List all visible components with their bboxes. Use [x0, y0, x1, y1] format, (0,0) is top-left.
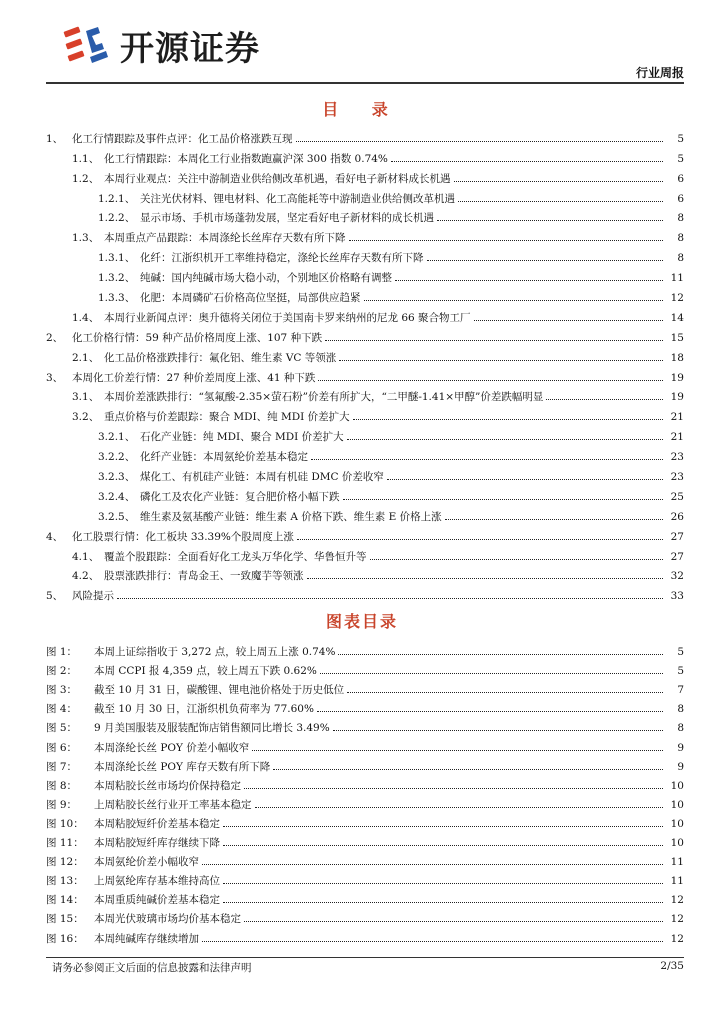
entry-label: 维生素及氨基酸产业链：维生素 A 价格下跌、维生素 E 价格上涨 [140, 510, 442, 523]
entry-page-number: 25 [670, 490, 684, 503]
entry-page-number: 9 [677, 741, 684, 754]
toc-entry[interactable] [46, 524, 684, 544]
dot-leader [474, 320, 663, 321]
toc-entry[interactable] [46, 484, 684, 504]
figure-entry[interactable] [46, 888, 684, 907]
entry-label: 股票涨跌排行：青岛金王、一致魔芋等领涨 [104, 570, 304, 583]
figure-entry[interactable] [46, 755, 684, 774]
entry-page-number: 19 [670, 371, 684, 384]
entry-page-number: 9 [677, 760, 684, 773]
brand-logo [62, 22, 260, 68]
dot-leader [347, 439, 663, 440]
dot-leader [307, 578, 664, 579]
entry-page-number: 21 [670, 431, 684, 444]
entry-number: 3.2.5、 [98, 510, 136, 523]
entry-number: 图 3： [46, 684, 78, 697]
toc-entry[interactable] [46, 404, 684, 424]
figure-entry[interactable] [46, 869, 684, 888]
entry-label: 截至 10 月 30 日，江浙织机负荷率为 77.60% [94, 703, 314, 716]
entry-page-number: 8 [677, 722, 684, 735]
figure-entry[interactable] [46, 850, 684, 869]
entry-page-number: 5 [677, 646, 684, 659]
dot-leader [244, 921, 663, 922]
entry-label: 本周粘胶短纤库存继续下降 [94, 837, 220, 850]
figure-entry[interactable] [46, 774, 684, 793]
toc-entry[interactable] [46, 365, 684, 385]
figure-entry[interactable] [46, 659, 684, 678]
entry-number: 图 9： [46, 798, 78, 811]
figure-entry[interactable] [46, 831, 684, 850]
entry-number: 图 2： [46, 665, 78, 678]
entry-number: 3.2.2、 [98, 451, 136, 464]
entry-page-number: 8 [677, 252, 684, 265]
toc-entry[interactable] [46, 206, 684, 226]
toc-entry[interactable] [46, 126, 684, 146]
entry-page-number: 12 [670, 894, 684, 907]
toc-entry[interactable] [46, 225, 684, 245]
dot-leader [325, 340, 663, 341]
entry-number: 1.4、 [72, 311, 100, 324]
entry-number: 4、 [46, 530, 64, 543]
dot-leader [338, 654, 663, 655]
dot-leader [349, 240, 664, 241]
entry-label: 截至 10 月 31 日，碳酸锂、锂电池价格处于历史低位 [94, 684, 345, 697]
entry-label: 本周涤纶长丝 POY 价差小幅收窄 [94, 741, 250, 754]
entry-page-number: 15 [670, 331, 684, 344]
figure-entry[interactable] [46, 907, 684, 926]
entry-page-number: 12 [670, 932, 684, 945]
entry-number: 4.2、 [72, 570, 100, 583]
dot-leader [255, 807, 664, 808]
figure-list [46, 640, 684, 946]
dot-leader [252, 750, 663, 751]
page-number: 2/35 [660, 960, 684, 972]
entry-number: 图 14： [46, 894, 84, 907]
entry-page-number: 6 [677, 172, 684, 185]
entry-number: 1.3.1、 [98, 252, 136, 265]
entry-label: 本周光伏玻璃市场均价基本稳定 [94, 913, 241, 926]
entry-label: 化工品价格涨跌排行：氟化铝、维生素 VC 等领涨 [104, 351, 337, 364]
dot-leader [296, 141, 664, 142]
entry-label: 重点价格与价差跟踪：聚合 MDI、纯 MDI 价差扩大 [104, 411, 350, 424]
dot-leader [333, 730, 663, 731]
entry-number: 图 8： [46, 779, 78, 792]
toc-entry[interactable] [46, 146, 684, 166]
entry-label: 9 月美国服装及服装配饰店销售额同比增长 3.49% [94, 722, 330, 735]
dot-leader [223, 826, 663, 827]
dot-leader [297, 539, 663, 540]
entry-label: 本周 CCPI 报 4,359 点，较上周五下跌 0.62% [94, 665, 317, 678]
toc-entry[interactable] [46, 544, 684, 564]
entry-label: 磷化工及农化产业链：复合肥价格小幅下跌 [140, 490, 340, 503]
entry-page-number: 26 [670, 510, 684, 523]
figure-entry[interactable] [46, 716, 684, 735]
entry-page-number: 19 [670, 391, 684, 404]
dot-leader [391, 161, 663, 162]
entry-page-number: 10 [670, 798, 684, 811]
entry-page-number: 10 [670, 817, 684, 830]
dot-leader [343, 499, 664, 500]
entry-number: 3.2.4、 [98, 490, 136, 503]
entry-number: 图 12： [46, 856, 84, 869]
entry-label: 本周行业观点：关注中游制造业供给侧改革机遇，看好电子新材料成长机遇 [104, 172, 451, 185]
dot-leader [387, 479, 663, 480]
toc-title: 目 录 [322, 100, 402, 119]
footer-divider [46, 957, 684, 958]
dot-leader [202, 941, 663, 942]
toc-entry[interactable] [46, 583, 684, 603]
entry-number: 图 7： [46, 760, 78, 773]
dot-leader [458, 201, 663, 202]
entry-number: 1、 [46, 132, 64, 145]
entry-label: 化纤：江浙织机开工率维持稳定，涤纶长丝库存天数有所下降 [140, 252, 424, 265]
dot-leader [117, 598, 663, 599]
entry-label: 上周氨纶库存基本维持高位 [94, 875, 220, 888]
entry-label: 上周粘胶长丝行业开工率基本稳定 [94, 798, 252, 811]
entry-number: 1.3、 [72, 232, 100, 245]
dot-leader [364, 300, 664, 301]
figure-entry[interactable] [46, 793, 684, 812]
entry-page-number: 11 [670, 856, 684, 869]
entry-page-number: 12 [670, 913, 684, 926]
dot-leader [223, 902, 663, 903]
figure-entry[interactable] [46, 678, 684, 697]
dot-leader [223, 883, 663, 884]
entry-number: 3.1、 [72, 391, 100, 404]
entry-number: 图 4： [46, 703, 78, 716]
entry-label: 化工行情跟踪：本周化工行业指数跑赢沪深 300 指数 0.74% [104, 152, 388, 165]
entry-number: 图 11： [46, 837, 84, 850]
entry-label: 本周重质纯碱价差基本稳定 [94, 894, 220, 907]
header-divider [46, 82, 684, 84]
entry-page-number: 23 [670, 471, 684, 484]
entry-page-number: 14 [670, 311, 684, 324]
entry-number: 图 13： [46, 875, 84, 888]
figure-entry[interactable] [46, 926, 684, 945]
toc-entry[interactable] [46, 285, 684, 305]
dot-leader [273, 769, 663, 770]
entry-number: 4.1、 [72, 550, 100, 563]
entry-page-number: 27 [670, 550, 684, 563]
entry-label: 纯碱：国内纯碱市场大稳小动，个别地区价格略有调整 [140, 272, 392, 285]
figure-entry[interactable] [46, 640, 684, 659]
toc-list [46, 126, 684, 603]
entry-label: 化工价格行情：59 种产品价格周度上涨、107 种下跌 [72, 331, 323, 344]
entry-number: 图 15： [46, 913, 84, 926]
entry-label: 石化产业链：纯 MDI、聚合 MDI 价差扩大 [140, 431, 344, 444]
entry-number: 3.2、 [72, 411, 100, 424]
toc-entry[interactable] [46, 265, 684, 285]
dot-leader [395, 280, 663, 281]
dot-leader [317, 711, 663, 712]
entry-label: 风险提示 [72, 590, 114, 603]
dot-leader [546, 399, 663, 400]
entry-label: 覆盖个股跟踪：全面看好化工龙头万华化学、华鲁恒升等 [104, 550, 367, 563]
entry-label: 本周重点产品跟踪：本周涤纶长丝库存天数有所下降 [104, 232, 346, 245]
entry-label: 本周涤纶长丝 POY 库存天数有所下降 [94, 760, 271, 773]
entry-label: 化纤产业链：本周氨纶价差基本稳定 [140, 451, 308, 464]
dot-leader [202, 864, 663, 865]
dot-leader [320, 673, 663, 674]
entry-page-number: 11 [670, 272, 684, 285]
dot-leader [353, 419, 663, 420]
toc-entry[interactable] [46, 464, 684, 484]
entry-label: 本周氨纶价差小幅收窄 [94, 856, 199, 869]
entry-page-number: 5 [677, 152, 684, 165]
dot-leader [445, 519, 663, 520]
entry-label: 煤化工、有机硅产业链：本周有机硅 DMC 价差收窄 [140, 471, 384, 484]
toc-entry[interactable] [46, 325, 684, 345]
entry-label: 显示市场、手机市场蓬勃发展，坚定看好电子新材料的成长机遇 [140, 212, 434, 225]
entry-label: 化工股票行情：化工板块 33.39%个股周度上涨 [72, 530, 294, 543]
entry-label: 本周化工价差行情：27 种价差周度上涨、41 种下跌 [72, 371, 316, 384]
toc-entry[interactable] [46, 424, 684, 444]
entry-page-number: 12 [670, 292, 684, 305]
toc-entry[interactable] [46, 245, 684, 265]
entry-number: 图 16： [46, 932, 84, 945]
toc-entry[interactable] [46, 385, 684, 405]
entry-page-number: 18 [670, 351, 684, 364]
logo-mark-icon [62, 23, 114, 67]
entry-page-number: 8 [677, 703, 684, 716]
entry-label: 化工行情跟踪及事件点评：化工品价格涨跌互现 [72, 132, 293, 145]
entry-number: 3.2.3、 [98, 471, 136, 484]
dot-leader [370, 559, 664, 560]
entry-number: 图 6： [46, 741, 78, 754]
footer-disclaimer: 请务必参阅正文后面的信息披露和法律声明 [52, 962, 252, 974]
entry-page-number: 6 [677, 192, 684, 205]
entry-page-number: 5 [677, 665, 684, 678]
entry-label: 关注光伏材料、锂电材料、化工高能耗等中游制造业供给侧改革机遇 [140, 192, 455, 205]
entry-number: 2、 [46, 331, 64, 344]
entry-label: 本周价差涨跌排行：“氢氟酸-2.35×萤石粉”价差有所扩大，“二甲醚-1.41×甲醇”价差跌幅明显 [104, 391, 544, 404]
entry-page-number: 8 [677, 232, 684, 245]
dot-leader [454, 181, 664, 182]
entry-page-number: 10 [670, 779, 684, 792]
entry-number: 1.2、 [72, 172, 100, 185]
entry-page-number: 7 [677, 684, 684, 697]
figure-entry[interactable] [46, 735, 684, 754]
entry-page-number: 33 [670, 590, 684, 603]
toc-entry[interactable] [46, 444, 684, 464]
entry-label: 本周上证综指收于 3,272 点，较上周五上涨 0.74% [94, 646, 336, 659]
entry-number: 3、 [46, 371, 64, 384]
logo-text: 开源证券 [120, 28, 260, 69]
entry-number: 1.3.2、 [98, 272, 136, 285]
dot-leader [244, 788, 663, 789]
dot-leader [427, 260, 664, 261]
toc-entry[interactable] [46, 305, 684, 325]
entry-number: 1.3.3、 [98, 292, 136, 305]
entry-number: 3.2.1、 [98, 431, 136, 444]
dot-leader [437, 220, 663, 221]
toc-entry[interactable] [46, 564, 684, 584]
entry-label: 化肥：本周磷矿石价格高位坚挺，局部供应趋紧 [140, 292, 361, 305]
entry-number: 图 10： [46, 817, 84, 830]
toc-entry[interactable] [46, 345, 684, 365]
figure-list-title: 图表目录 [325, 612, 398, 631]
figure-entry[interactable] [46, 697, 684, 716]
dot-leader [339, 360, 663, 361]
dot-leader [223, 845, 663, 846]
entry-page-number: 10 [670, 837, 684, 850]
toc-entry[interactable] [46, 504, 684, 524]
entry-page-number: 11 [670, 875, 684, 888]
entry-page-number: 23 [670, 451, 684, 464]
toc-entry[interactable] [46, 186, 684, 206]
entry-page-number: 32 [670, 570, 684, 583]
entry-page-number: 21 [670, 411, 684, 424]
toc-entry[interactable] [46, 166, 684, 186]
entry-number: 图 5： [46, 722, 78, 735]
figure-entry[interactable] [46, 812, 684, 831]
report-type-label: 行业周报 [635, 66, 684, 80]
entry-number: 图 1： [46, 646, 78, 659]
entry-label: 本周粘胶长丝市场均价保持稳定 [94, 779, 241, 792]
entry-page-number: 8 [677, 212, 684, 225]
entry-label: 本周行业新闻点评：奥升德将关闭位于美国南卡罗来纳州的尼龙 66 聚合物工厂 [104, 311, 471, 324]
entry-number: 1.2.1、 [98, 192, 136, 205]
entry-label: 本周粘胶短纤价差基本稳定 [94, 817, 220, 830]
dot-leader [311, 459, 663, 460]
entry-number: 1.1、 [72, 152, 100, 165]
entry-number: 1.2.2、 [98, 212, 136, 225]
dot-leader [318, 380, 663, 381]
entry-page-number: 5 [677, 132, 684, 145]
dot-leader [347, 692, 663, 693]
entry-label: 本周纯碱库存继续增加 [94, 932, 199, 945]
entry-number: 5、 [46, 590, 64, 603]
entry-number: 2.1、 [72, 351, 100, 364]
entry-page-number: 27 [670, 530, 684, 543]
